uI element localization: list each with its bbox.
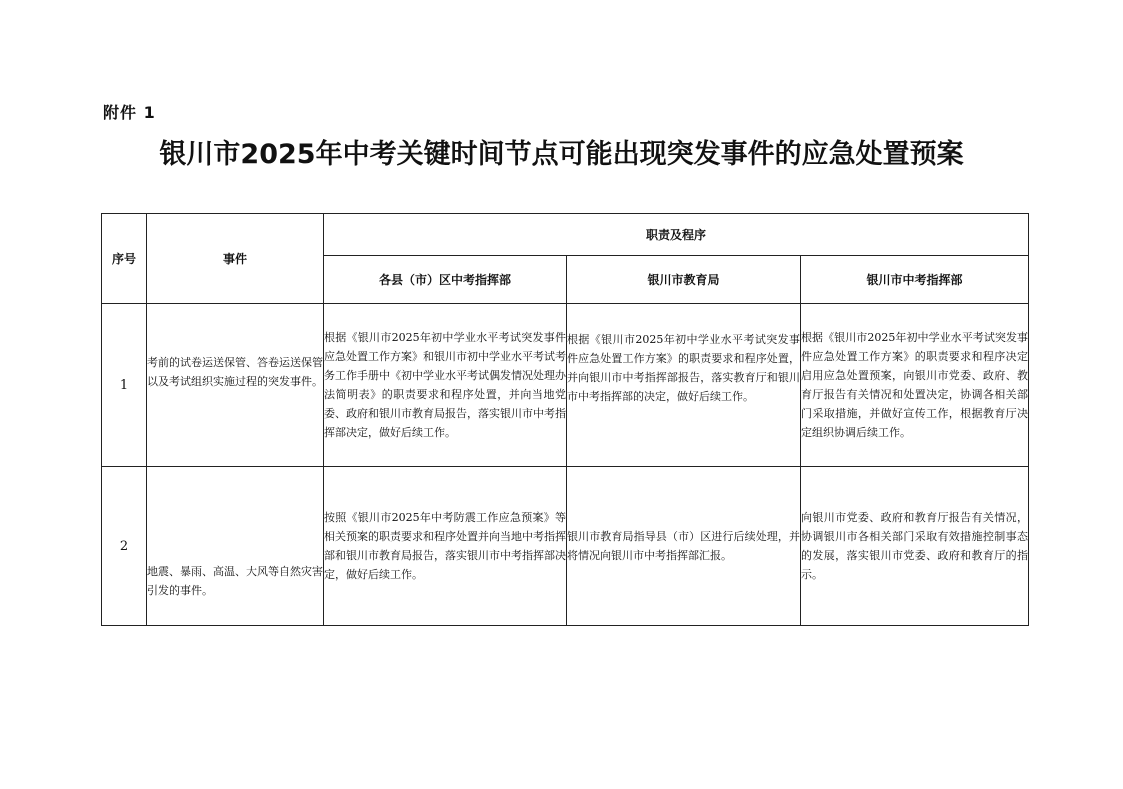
row-county-action xyxy=(324,304,567,467)
row-city-text: 向银川市党委、政府和教育厅报告有关情况，协调银川市各相关部门采取有效措施控制事态的发展，落实银川市党委、政府和教育厅的指示。 xyxy=(801,511,1029,581)
table-row xyxy=(102,304,1029,467)
row-event xyxy=(147,304,324,467)
header-city-command: 银川市中考指挥部 xyxy=(801,256,1029,304)
row-city-text: 根据《银川市2025年初中学业水平考试突发事件应急处置工作方案》的职责要求和程序决定启用应急处置预案，向银川市党委、政府、教育厅报告有关情况和处置决定，协调各相关部门采取措施，并做好宣传工作，根据教育厅决定组织协调后续工作。 xyxy=(801,331,1029,439)
header-education-bureau: 银川市教育局 xyxy=(567,256,801,304)
header-county-command: 各县（市）区中考指挥部 xyxy=(324,256,567,304)
header-responsibilities: 职责及程序 xyxy=(324,214,1029,256)
row-bureau-text: 根据《银川市2025年初中学业水平考试突发事件应急处置工作方案》的职责要求和程序处置，并向银川市中考指挥部报告，落实教育厅和银川市中考指挥部的决定，做好后续工作。 xyxy=(567,333,800,403)
row-county-text: 根据《银川市2025年初中学业水平考试突发事件应急处置工作方案》和银川市初中学业水平考试考务工作手册中《初中学业水平考试偶发情况处理办法简明表》的职责要求和程序处置，并向当地党委、政府和银川市教育局报告，落实银川市中考指挥部决定，做好后续工作。 xyxy=(324,331,566,439)
emergency-plan-table xyxy=(101,213,1029,626)
header-row-1 xyxy=(102,214,1029,256)
row-bureau-action xyxy=(567,467,801,626)
header-seq: 序号 xyxy=(102,214,147,304)
header-event: 事件 xyxy=(147,214,324,304)
row-bureau-action xyxy=(567,304,801,467)
row-city-action xyxy=(801,467,1029,626)
row-bureau-text: 银川市教育局指导县（市）区进行后续处理，并将情况向银川市中考指挥部汇报。 xyxy=(567,530,800,562)
row-city-action xyxy=(801,304,1029,467)
row-event-text: 考前的试卷运送保管、答卷运送保管以及考试组织实施过程的突发事件。 xyxy=(147,356,323,388)
document-title: 银川市2025年中考关键时间节点可能出现突发事件的应急处置预案 xyxy=(159,139,964,170)
row-event xyxy=(147,467,324,626)
row-county-action xyxy=(324,467,567,626)
row-seq: 2 xyxy=(102,467,147,626)
row-event-text: 地震、暴雨、高温、大风等自然灾害引发的事件。 xyxy=(147,565,323,597)
table-row xyxy=(102,467,1029,626)
row-seq: 1 xyxy=(102,304,147,467)
row-county-text: 按照《银川市2025年中考防震工作应急预案》等相关预案的职责要求和程序处置并向当地中考指挥部和银川市教育局报告，落实银川市中考指挥部决定，做好后续工作。 xyxy=(324,511,566,581)
attachment-label: 附件 1 xyxy=(103,103,156,122)
